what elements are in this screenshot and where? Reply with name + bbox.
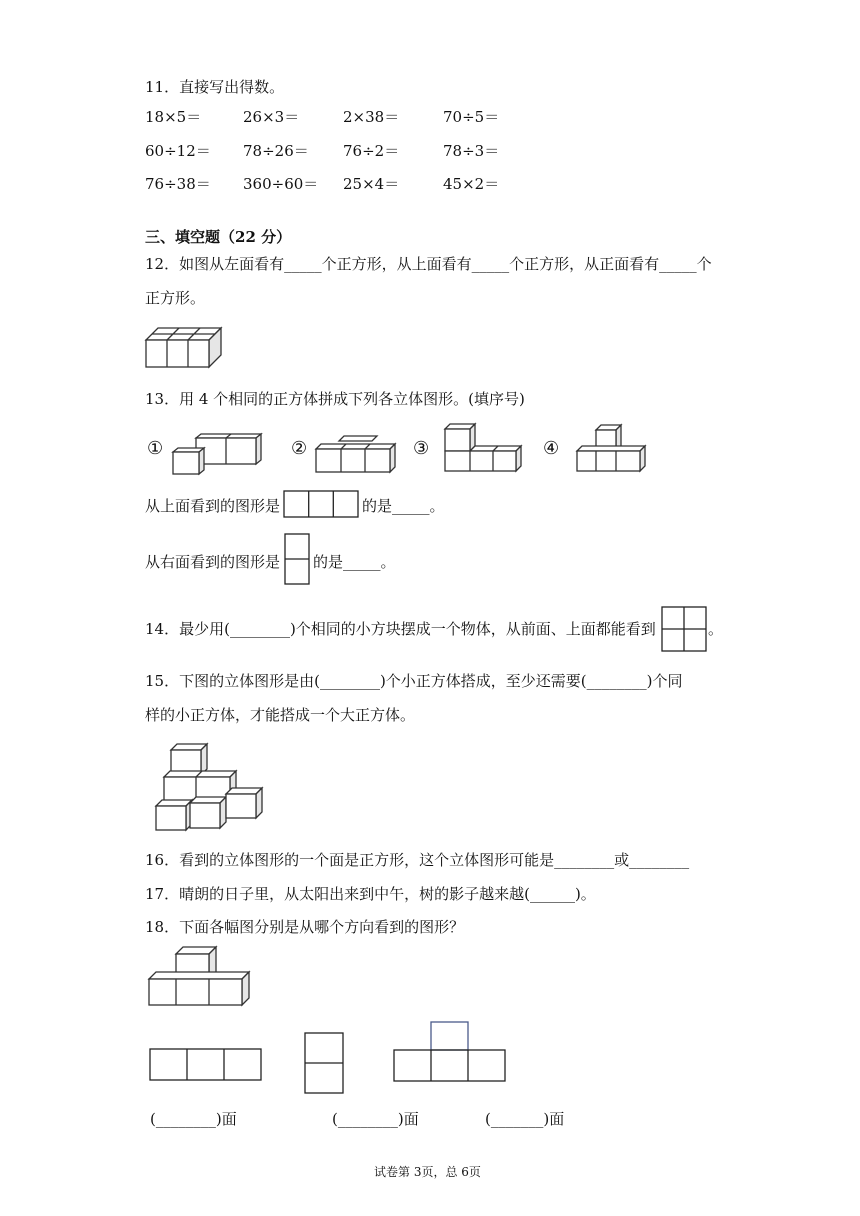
q12-cube-figure xyxy=(146,327,226,369)
q11-item: 70÷5＝ xyxy=(443,108,500,126)
q11-item: 76÷38＝ xyxy=(145,175,211,193)
q15-line2: 样的小正方体，才能搭成一个大正方体。 xyxy=(145,706,416,724)
q18-view-1 xyxy=(149,1048,262,1081)
q18-cube-figure xyxy=(148,943,250,1007)
q17-text: 17．晴朗的日子里，从太阳出来到中午，树的影子越来越(______)。 xyxy=(145,885,596,903)
q14-grid-shape xyxy=(661,606,707,652)
q11-item: 2×38＝ xyxy=(343,108,400,126)
q11-item: 360÷60＝ xyxy=(243,175,319,193)
q11-item: 45×2＝ xyxy=(443,175,500,193)
q12-line1: 12．如图从左面看有_____个正方形，从上面看有_____个正方形，从正面看有_____个 xyxy=(145,255,712,273)
q13-top-prefix: 从上面看到的图形是 xyxy=(145,497,281,515)
q15-line1: 15．下图的立体图形是由(________)个小正方体搭成，至少还需要(________)个同 xyxy=(145,672,683,690)
section-title: 三、填空题（22 分） xyxy=(145,228,292,246)
q11-title: 11．直接写出得数。 xyxy=(145,78,285,96)
option-label: ② xyxy=(291,438,308,459)
q13-right-prefix: 从右面看到的图形是 xyxy=(145,553,281,571)
q18-view-2 xyxy=(304,1032,344,1094)
q18-answer: (_______)面 xyxy=(485,1110,565,1128)
q12-line2: 正方形。 xyxy=(145,289,206,307)
q11-item: 76÷2＝ xyxy=(343,142,400,160)
q15-cube-stack-figure xyxy=(154,742,266,832)
q18-answer: (________)面 xyxy=(150,1110,237,1128)
q13-top-view-shape xyxy=(283,490,359,518)
q13-right-suffix: 的是_____。 xyxy=(313,553,396,571)
q18-title: 18．下面各幅图分别是从哪个方向看到的图形？ xyxy=(145,918,465,936)
q18-answer: (________)面 xyxy=(332,1110,419,1128)
option-label: ③ xyxy=(413,438,430,459)
q16-text: 16．看到的立体图形的一个面是正方形，这个立体图形可能是________或________ xyxy=(145,851,690,869)
q13-top-suffix: 的是_____。 xyxy=(362,497,445,515)
q11-item: 78÷3＝ xyxy=(443,142,500,160)
q11-item: 25×4＝ xyxy=(343,175,400,193)
q11-item: 26×3＝ xyxy=(243,108,300,126)
q14-end: 。 xyxy=(708,620,724,638)
q13-figure-4 xyxy=(575,423,647,473)
q18-view-3 xyxy=(393,1021,506,1082)
q11-item: 78÷26＝ xyxy=(243,142,309,160)
q11-item: 60÷12＝ xyxy=(145,142,211,160)
option-label: ④ xyxy=(543,438,560,459)
q11-item: 18×5＝ xyxy=(145,108,202,126)
q13-title: 13．用 4 个相同的正方体拼成下列各立体图形。(填序号) xyxy=(145,390,525,408)
option-label: ① xyxy=(147,438,164,459)
q13-figure-3 xyxy=(443,422,523,472)
q14-text: 14．最少用(________)个相同的小方块摆成一个物体，从前面、上面都能看到 xyxy=(145,620,656,638)
q13-figure-2 xyxy=(314,433,396,475)
page-footer: 试卷第 3页，总 6页 xyxy=(374,1165,481,1179)
q13-figure-1 xyxy=(170,433,266,475)
q13-right-view-shape xyxy=(284,533,310,585)
